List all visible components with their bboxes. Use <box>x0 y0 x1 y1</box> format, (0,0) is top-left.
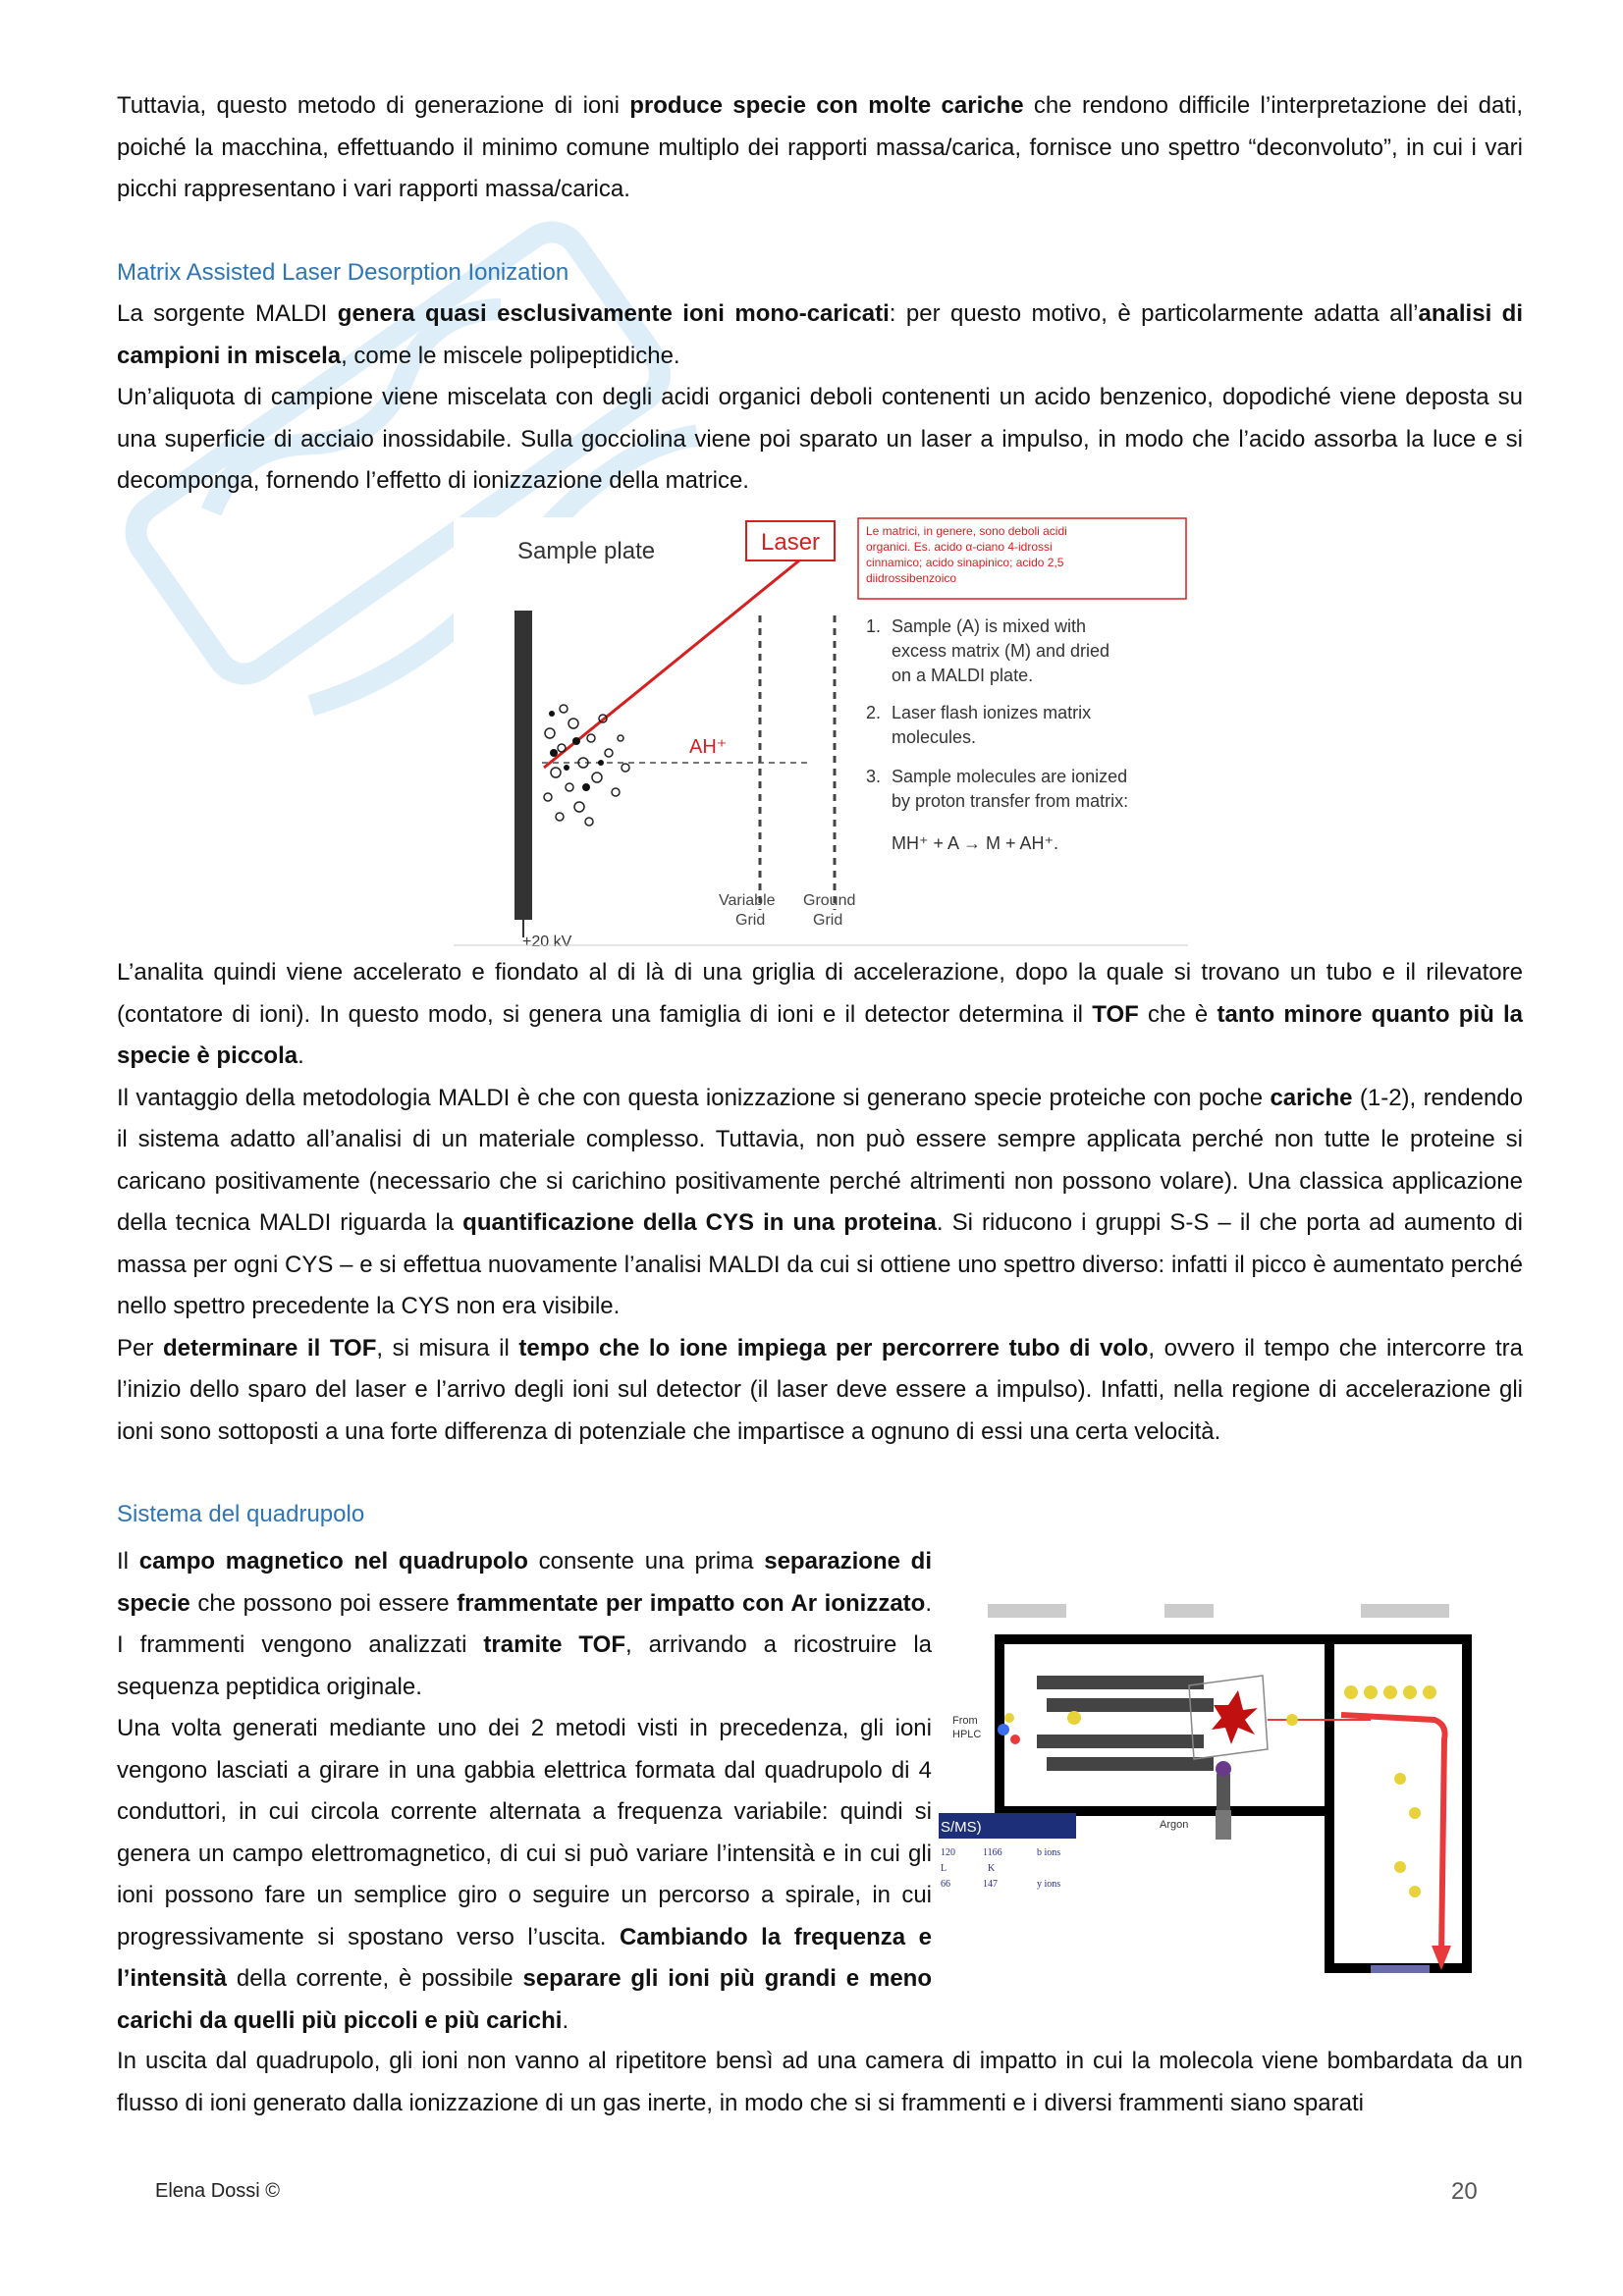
ion-cloud <box>544 705 629 826</box>
voltage-label: +20 kV <box>522 934 572 946</box>
laser-label: Laser <box>761 529 821 556</box>
paragraph-6: Per determinare il TOF, si misura il tempo che lo ione impiega per percorrere tubo di volo, ovvero il tempo che intercorre tra l’inizio dello sparo del laser e l’arrivo degli ioni sul detector (il laser deve essere a impulso). Infatti, nella regione di accelerazione gli ioni sono sottoposti a una forte differenza di potenziale che impartisce a ognuno di essi una certa velocità. <box>117 1334 1524 1445</box>
paragraph-5: Il vantaggio della metodologia MALDI è che con questa ionizzazione si generano specie proteiche con poche cariche (1-2), rendendo il sistema adatto all’analisi di un materiale complesso. Tuttavia, non può essere sempre applicata perché non tutte le proteine si caricano positivamente (necessario che si carichino positivamente perché altrimenti non possono volare). Una classica applicazione della tecnica MALDI riguarda la quantificazione della CYS in una proteina. Si riducono i gruppi S-S – il che porta ad aumento di massa per ogni CYS – e si effettua nuovamente l’analisi MALDI da cui si ottiene uno spettro diverso: infatti il picco è aumentato perché nello spettro precedente la CYS non era visibile. <box>117 1084 1524 1319</box>
text-block-top <box>117 85 1523 503</box>
ground-grid-label: Ground Grid <box>803 892 856 929</box>
quadrupole-rod <box>1037 1676 1204 1689</box>
paragraph-7: Il campo magnetico nel quadrupolo consente una prima separazione di specie che possono poi essere frammentate per impatto con Ar ionizzato. I frammenti vengono analizzati tramite TOF, arrivando a ricostruire la sequenza peptidica originale. <box>117 1548 933 1700</box>
paragraph-8: Una volta generati mediante uno dei 2 metodi visti in precedenza, gli ioni vengono lasciati a girare in una gabbia elettrica formata dal quadrupolo di 4 conduttori, in cui circola corrente alternata a frequenza variabile: quindi si genera un campo elettromagnetico, di cui si può variare l’intensità e in cui gli ioni possono fare un semplice giro o seguire un percorso a spirale, in cui progressivamente si spostano verso l’uscita. Cambiando la frequenza e l’intensità della corrente, è possibile separare gli ioni più grandi e meno carichi da quelli più piccoli e più carichi. <box>117 1715 933 2034</box>
text-block-column <box>117 1541 932 2042</box>
text-block-bottom <box>117 2041 1523 2124</box>
step-3: 3. Sample molecules are ionized by proton transfer from matrix: MH⁺ + A → M + AH⁺. <box>866 767 1129 853</box>
sample-plate-label: Sample plate <box>517 538 656 564</box>
text-block-middle <box>117 952 1523 1536</box>
sample-plate <box>514 611 532 920</box>
from-hplc-label: From HPLC <box>952 1715 982 1740</box>
variable-grid-label: Variable Grid <box>719 892 776 929</box>
paragraph-4: L’analita quindi viene accelerato e fiondato al di là di una griglia di accelerazione, dopo la quale si trovano un tubo e il rilevatore (contatore di ioni). In questo modo, si genera una famiglia di ioni e il detector determina il TOF che è tanto minore quanto più la specie è piccola. <box>117 959 1524 1069</box>
page-number: 20 <box>1451 2178 1478 2205</box>
paragraph-3: Un’aliquota di campione viene miscelata con degli acidi organici deboli contenenti un acido benzenico, dopodiché viene deposta su una superficie di acciaio inossidabile. Sulla gocciolina viene poi sparato un laser a impulso, in modo che l’acido assorba la luce e si decomponga, fornendo l’effetto di ionizzazione della matrice. <box>117 384 1523 494</box>
table-header: S/MS) <box>941 1819 982 1836</box>
quadrupole-diagram <box>939 1592 1488 1980</box>
matrix-note: Le matrici, in genere, sono deboli acidi organici. Es. acido α-ciano 4-idrossi cinnamico; acido sinapinico; acido 2,5 diidrossibenzoico <box>866 524 1067 585</box>
maldi-diagram <box>454 517 1188 946</box>
paragraph-2: La sorgente MALDI genera quasi esclusivamente ioni mono-caricati: per questo motivo, è particolarmente adatta all’analisi di campioni in miscela, come le miscele polipeptidiche. <box>117 300 1524 369</box>
footer-author: Elena Dossi © <box>155 2180 281 2202</box>
section-heading-maldi: Matrix Assisted Laser Desorption Ionization <box>117 258 569 286</box>
table-rows: 120 1166 b ions L K 66 147 y ions <box>941 1847 1061 1890</box>
detector <box>1371 1965 1430 1973</box>
section-heading-quadrupole: Sistema del quadrupolo <box>117 1501 365 1527</box>
argon-label: Argon <box>1160 1819 1189 1831</box>
paragraph-1: Tuttavia, questo metodo di generazione di ioni produce specie con molte cariche che rendono difficile l’interpretazione dei dati, poiché la macchina, effettuando il minimo comune multiplo dei rapporti massa/carica, fornisce uno spettro “deconvoluto”, in cui i vari picchi rappresentano i vari rapporti massa/carica. <box>117 92 1523 202</box>
step-2: 2. Laser flash ionizes matrix molecules. <box>866 703 1092 747</box>
step-1: 1. Sample (A) is mixed with excess matrix (M) and dried on a MALDI plate. <box>866 616 1110 685</box>
paragraph-9: In uscita dal quadrupolo, gli ioni non vanno al ripetitore bensì ad una camera di impatto in cui la molecola viene bombardata da un flusso di ioni generato dalla ionizzazione di un gas inerte, in modo che si si frammenti e i diversi frammenti siano sparati <box>117 2048 1523 2116</box>
ah-label: AH⁺ <box>689 736 728 758</box>
